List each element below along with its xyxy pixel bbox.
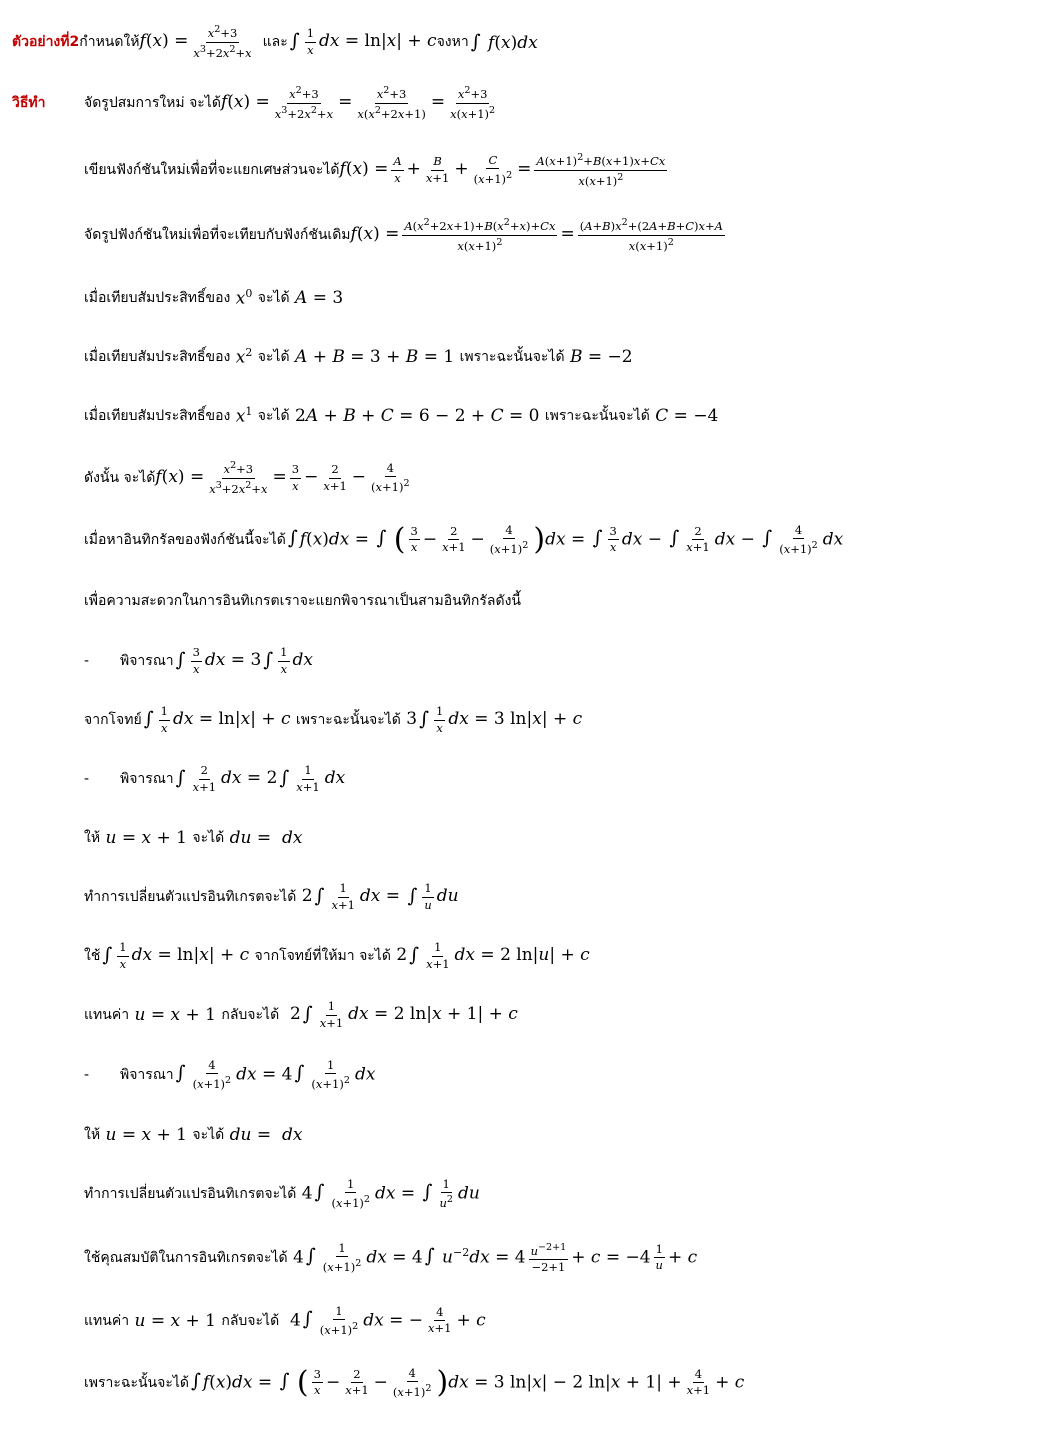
and-text: และ bbox=[262, 34, 288, 50]
line-subst-2 bbox=[0, 1169, 1051, 1219]
line-subst-1 bbox=[0, 872, 1051, 922]
text-l5a: เมื่อเทียบสัมประสิทธิ์ของ bbox=[84, 290, 231, 306]
text-l7b: จะได้ bbox=[257, 408, 290, 424]
text-l6b: จะได้ bbox=[257, 349, 290, 365]
line-let-u-1 bbox=[0, 813, 1051, 863]
math-l20: 4 ∫ $\frac{1}{(x+1)^2}$ dx = ∫ $\frac{1}{u^2}$ du bbox=[296, 1176, 480, 1210]
math-x2: $x^2$ bbox=[235, 346, 253, 368]
math-l9: ∫ f(x)dx = ∫ ( $\frac{3}{x}$ − $\frac{2}{x+1}$ − $\frac{4}{(x+1)^2}$ )dx = ∫ $\frac{3}{x}$ dx − ∫ $\frac{2}{x+1}$ dx − ∫ $\frac{4}{(x+1)^2}$ dx bbox=[287, 521, 844, 557]
math-l21: 4 ∫ $\frac{1}{(x+1)^2}$ dx = 4 ∫ $u^{-2}dx = 4$ $\frac{u^{-2+1}}{-2+1}$ + c = −4 $\frac{1}{u}$ + c bbox=[287, 1240, 698, 1274]
math-x0: $x^0$ bbox=[235, 287, 253, 309]
text-l4: จัดรูปฟังก์ชันใหม่เพื่อที่จะเทียบกับฟังก์ชันเดิม bbox=[84, 227, 351, 243]
text-l16a: ใช้ bbox=[84, 948, 101, 964]
text-l10: เพื่อความสะดวกในการอินทิเกรตเราจะแยกพิจารณาเป็นสามอินทิกรัลดังนี้ bbox=[84, 593, 521, 609]
math-l17b: 2 ∫ $\frac{1}{x+1}$ dx = 2 ln|x + 1| + c bbox=[279, 999, 518, 1030]
text-l3: เขียนฟังก์ชันใหม่เพื่อที่จะแยกเศษส่วนจะได้ bbox=[84, 162, 340, 178]
text-l22b: กลับจะได้ bbox=[221, 1313, 280, 1329]
line-consider-1 bbox=[0, 636, 1051, 686]
math-l23: ∫ f(x)dx = ∫ ( $\frac{3}{x}$ − $\frac{2}{x+1}$ − $\frac{4}{(x+1)^2}$ )dx = 3 ln|x| − 2 ln|x + 1| + $\frac{4}{x+1}$ + c bbox=[190, 1364, 745, 1400]
math-l14a: u = x + 1 bbox=[105, 828, 193, 848]
math-fx-def: f(x) = $\frac{x^2+3}{x^3+2x^2+x}$ bbox=[139, 24, 252, 60]
text-l19a: ให้ bbox=[84, 1127, 101, 1143]
text-l5b: จะได้ bbox=[257, 290, 290, 306]
text-l7c: เพราะฉะนั้นจะได้ bbox=[544, 408, 650, 424]
example-label: ตัวอย่างที่2 bbox=[12, 34, 80, 50]
find-text: จงหา bbox=[436, 34, 469, 50]
math-l18: ∫ $\frac{4}{(x+1)^2}$ dx = 4 ∫ $\frac{1}{(x+1)^2}$ dx bbox=[175, 1057, 376, 1091]
math-l16b: 2 ∫ $\frac{1}{x+1}$ dx = 2 ln|u| + c bbox=[390, 940, 590, 971]
math-l12b: 3 ∫ $\frac{1}{x}$ dx = 3 ln|x| + c bbox=[400, 704, 583, 735]
text-l18b: พิจารณา bbox=[120, 1067, 174, 1083]
math-l17a: u = x + 1 bbox=[134, 1005, 222, 1025]
line-final bbox=[0, 1358, 1051, 1408]
text-l8: ดังนั้น จะได้ bbox=[84, 470, 156, 486]
method-label: วิธีทำ bbox=[12, 95, 46, 111]
text-l22a: แทนค่า bbox=[84, 1313, 130, 1329]
text-l11b: พิจารณา bbox=[120, 653, 174, 669]
line-property bbox=[0, 1233, 1051, 1283]
line-compare bbox=[0, 210, 1051, 260]
math-l3: f(x) = $\frac{A}{x}$ + $\frac{B}{x+1}$ + $\frac{C}{(x+1)^2}$ = $\frac{A(x+1)^2+B(x+1)x+Cx}{x(x+1)^2}$ bbox=[339, 152, 666, 188]
text-l12a: จากโจทย์ bbox=[84, 712, 142, 728]
line-coef-x2 bbox=[0, 332, 1051, 382]
line-therefore bbox=[0, 453, 1051, 503]
line-coef-x1 bbox=[0, 391, 1051, 441]
line-consider-2 bbox=[0, 754, 1051, 804]
line-coef-x0 bbox=[0, 273, 1051, 323]
math-l13: ∫ $\frac{2}{x+1}$ dx = 2 ∫ $\frac{1}{x+1}$ dx bbox=[175, 763, 346, 794]
line-problem bbox=[0, 17, 1051, 67]
math-l11: ∫ $\frac{3}{x}$ dx = 3 ∫ $\frac{1}{x}$ dx bbox=[175, 645, 313, 676]
math-l22a: u = x + 1 bbox=[134, 1311, 222, 1331]
math-b: B = −2 bbox=[569, 347, 633, 367]
line-separate bbox=[0, 576, 1051, 626]
text-l13b: พิจารณา bbox=[120, 771, 174, 787]
math-rearrange: f(x) = $\frac{x^2+3}{x^3+2x^2+x}$ = $\frac{x^2+3}{x(x^2+2x+1)}$ = $\frac{x^2+3}{x(x+1)^2}$ bbox=[220, 85, 496, 121]
line-back-sub-2 bbox=[0, 1296, 1051, 1346]
line-let-u-2 bbox=[0, 1110, 1051, 1160]
line-from-problem bbox=[0, 695, 1051, 745]
math-l8: f(x) = $\frac{x^2+3}{x^3+2x^2+x}$ = $\frac{3}{x}$ − $\frac{2}{x+1}$ − $\frac{4}{(x+1)^2}$ bbox=[155, 460, 410, 496]
math-ab: A + B = 3 + B = 1 bbox=[295, 347, 460, 367]
rearrange-text: จัดรูปสมการใหม่ จะได้ bbox=[84, 95, 221, 111]
text-l21: ใช้คุณสมบัติในการอินทิเกรตจะได้ bbox=[84, 1250, 288, 1266]
line-partial-fraction bbox=[0, 145, 1051, 195]
math-l22b: 4 ∫ $\frac{1}{(x+1)^2}$ dx = − $\frac{4}{x+1}$ + c bbox=[279, 1303, 486, 1337]
line-method bbox=[0, 78, 1051, 128]
math-l19b: du = dx bbox=[229, 1125, 303, 1145]
text-l23: เพราะฉะนั้นจะได้ bbox=[84, 1375, 189, 1391]
math-x1: $x^1$ bbox=[235, 405, 253, 427]
text-l17a: แทนค่า bbox=[84, 1007, 130, 1023]
text-l17b: กลับจะได้ bbox=[221, 1007, 280, 1023]
line-integral bbox=[0, 515, 1051, 565]
text-l20: ทำการเปลี่ยนตัวแปรอินทิเกรตจะได้ bbox=[84, 1186, 297, 1202]
text-l7a: เมื่อเทียบสัมประสิทธิ์ของ bbox=[84, 408, 231, 424]
bullet-1: - bbox=[84, 653, 90, 669]
text-l16b: จากโจทย์ที่ให้มา จะได้ bbox=[254, 948, 391, 964]
text-l6a: เมื่อเทียบสัมประสิทธิ์ของ bbox=[84, 349, 231, 365]
math-find: ∫ f(x)dx bbox=[470, 31, 538, 53]
text-l6c: เพราะฉะนั้นจะได้ bbox=[459, 349, 565, 365]
line-use-1 bbox=[0, 931, 1051, 981]
text-l15: ทำการเปลี่ยนตัวแปรอินทิเกรตจะได้ bbox=[84, 889, 297, 905]
text-l12b: เพราะฉะนั้นจะได้ bbox=[295, 712, 401, 728]
math-l12a: ∫ $\frac{1}{x}$ dx = ln|x| + c bbox=[143, 704, 291, 735]
text-l14a: ให้ bbox=[84, 830, 101, 846]
bullet-3: - bbox=[84, 1067, 90, 1083]
math-l14b: du = dx bbox=[229, 828, 303, 848]
math-given-integral: ∫ $\frac{1}{x}$ dx = ln|x| + c bbox=[289, 26, 437, 57]
math-c: C = −4 bbox=[655, 406, 719, 426]
math-l4: f(x) = $\frac{A(x^2+2x+1)+B(x^2+x)+Cx}{x(x+1)^2}$ = $\frac{(A+B)x^2+(2A+B+C)x+A}{x(x+1)^2}$ bbox=[350, 217, 723, 253]
line-consider-3 bbox=[0, 1050, 1051, 1100]
given-text: กำหนดให้ bbox=[79, 34, 140, 50]
math-a3: A = 3 bbox=[295, 288, 344, 308]
math-l16a: ∫ $\frac{1}{x}$ dx = ln|x| + c bbox=[102, 940, 250, 971]
math-l15: 2 ∫ $\frac{1}{x+1}$ dx = ∫ $\frac{1}{u}$ du bbox=[296, 881, 459, 912]
math-2abc: 2A + B + C = 6 − 2 + C = 0 bbox=[289, 406, 545, 426]
text-l14b: จะได้ bbox=[192, 830, 225, 846]
line-back-sub-1 bbox=[0, 990, 1051, 1040]
bullet-2: - bbox=[84, 771, 90, 787]
math-l19a: u = x + 1 bbox=[105, 1125, 193, 1145]
text-l19b: จะได้ bbox=[192, 1127, 225, 1143]
text-l9: เมื่อหาอินทิกรัลของฟังก์ชันนี้จะได้ bbox=[84, 532, 286, 548]
